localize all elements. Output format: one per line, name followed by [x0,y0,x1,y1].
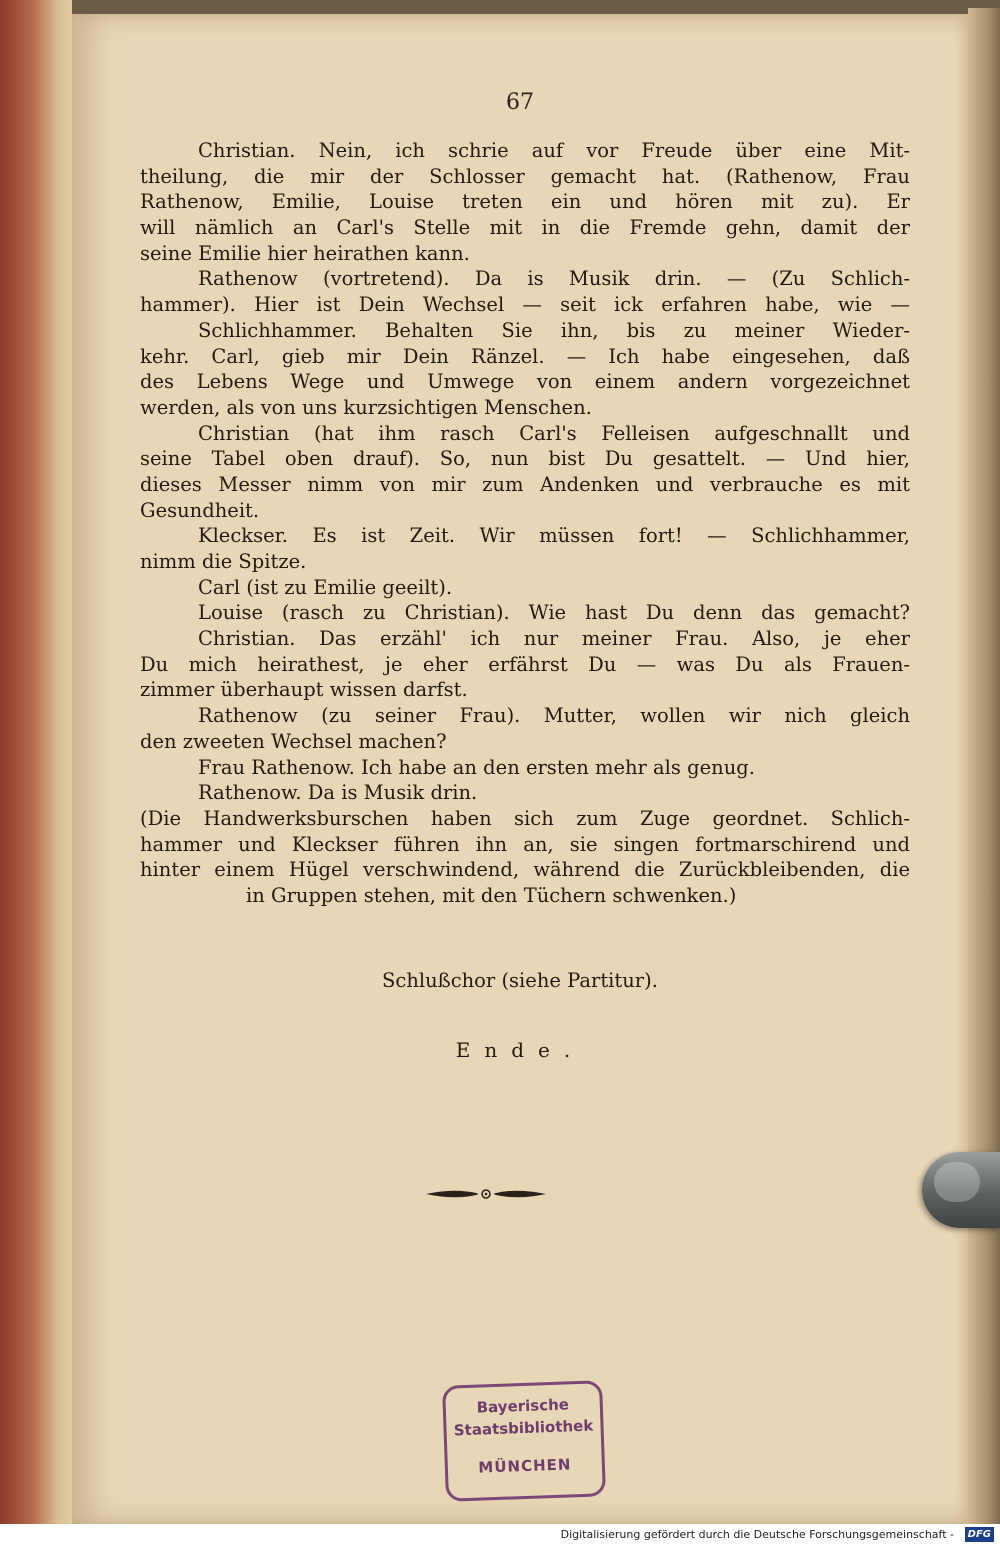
stamp-line-2: Staatsbibliothek [453,1416,594,1440]
text-line: zimmer überhaupt wissen darfst. [140,678,468,702]
text-line: Christian. Nein, ich schrie auf vor Freude über eine Mit- [198,139,910,162]
scroll-tab[interactable] [922,1152,1000,1228]
stamp-line-3: MÜNCHEN [478,1455,572,1477]
text-line: Schlichhammer. Behalten Sie ihn, bis zu meiner Wieder- [198,318,910,342]
book-spine [0,0,72,1547]
book-page [72,14,968,1524]
end-label: Ende. [455,1038,585,1062]
text-line: seine Emilie hier heirathen kann. [140,241,470,265]
text-line: des Lebens Wege und Umwege von einem andern vorgezeichnet [140,370,910,394]
library-stamp [442,1380,606,1502]
text-line: Carl (ist zu Emilie geeilt). [198,575,453,599]
text-line: werden, als von uns kurzsichtigen Menschen. [140,395,592,419]
text-line: Christian. Das erzähl' ich nur meiner Frau. Also, je eher [198,627,910,651]
text-line: in Gruppen stehen, mit den Tüchern schwenken.) [246,883,737,907]
text-line: Gesundheit. [140,498,260,522]
text-line: Christian (hat ihm rasch Carl's Felleisen aufgeschnallt und [198,421,910,445]
text-line: (Die Handwerksburschen haben sich zum Zuge geordnet. Schlich- [140,806,910,830]
text-line: hinter einem Hügel verschwindend, während die Zurückbleibenden, die [140,858,910,882]
text-line: Rathenow (vortretend). Da is Musik drin. — (Zu Schlich- [198,267,910,291]
text-line: den zweeten Wechsel machen? [140,729,447,753]
text-line: Du mich heirathest, je eher erfährst Du — was Du als Frauen- [140,652,910,676]
text-line: will nämlich an Carl's Stelle mit in die Fremde gehn, damit der [140,216,910,240]
text-line: dieses Messer nimm von mir zum Andenken und verbrauche es mit [140,472,910,496]
text-line: nimm die Spitze. [140,550,307,573]
text-line: kehr. Carl, gieb mir Dein Ränzel. — Ich habe eingesehen, daß [140,344,910,368]
footer-bar [0,1524,1000,1547]
text-block [140,138,910,909]
text-line: Rathenow. Da is Musik drin. [198,781,478,805]
text-line: Kleckser. Es ist Zeit. Wir müssen fort! — Schlichhammer, [198,524,910,548]
page-edge [968,8,1000,1524]
dfg-logo: DFG [965,1527,994,1542]
text-line: theilung, die mir der Schlosser gemacht hat. (Rathenow, Frau [140,164,910,188]
ornament-divider [424,1184,548,1204]
text-line: hammer und Kleckser führen ihn an, sie singen fortmarschirend und [140,832,910,856]
text-line: Rathenow (zu seiner Frau). Mutter, wollen wir nich gleich [198,704,910,728]
text-line: Frau Rathenow. Ich habe an den ersten mehr als genug. [198,755,755,779]
text-line: Rathenow, Emilie, Louise treten ein und hören mit zu). Er [140,190,910,214]
text-line: hammer). Hier ist Dein Wechsel — seit ick erfahren habe, wie — [140,293,910,317]
stamp-line-1: Bayerische [476,1395,570,1417]
text-line: Louise (rasch zu Christian). Wie hast Du denn das gemacht? [198,601,910,625]
closing-chorus: Schlußchor (siehe Partitur). [382,969,658,992]
text-line: seine Tabel oben drauf). So, nun bist Du gesattelt. — Und hier, [140,447,910,471]
page-number: 67 [506,90,534,115]
footer-credit: Digitalisierung gefördert durch die Deutsche Forschungsgemeinschaft - [560,1528,954,1541]
